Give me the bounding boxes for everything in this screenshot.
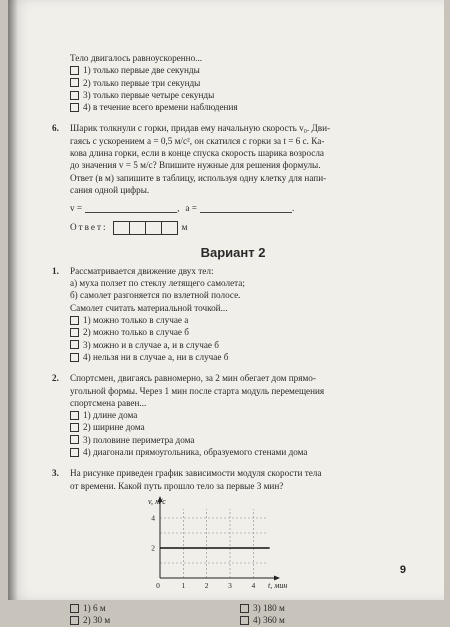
formula-fields	[70, 202, 414, 214]
a-formula-field[interactable]	[200, 203, 295, 214]
answer-label: Ответ:	[70, 222, 108, 233]
checkbox[interactable]	[240, 616, 249, 625]
question-number: 3.	[52, 468, 59, 479]
v-label: v =	[70, 203, 83, 214]
book-page	[8, 0, 444, 626]
q2-option-1[interactable]: 1) длине дома	[70, 409, 414, 421]
question-text-line: Спортсмен, двигаясь равномерно, за 2 мин обегает дом прямо-	[70, 373, 316, 384]
answer-cell[interactable]	[113, 221, 130, 235]
q3-option-4[interactable]: 4) 360 м	[240, 614, 390, 626]
question-text-line: Шарик толкнули с горки, придав ему начальную скорость v₀. Дви-	[70, 123, 331, 134]
x-tick-label: 3	[228, 580, 232, 590]
prev-option-1[interactable]: 1) только первые две секунды	[70, 64, 414, 76]
checkbox[interactable]	[70, 328, 79, 337]
question-2	[52, 372, 414, 409]
checkbox[interactable]	[70, 66, 79, 75]
checkbox[interactable]	[70, 91, 79, 100]
question-text-line: а) муха ползет по стеклу летящего самолета;	[70, 278, 245, 289]
answer-cell[interactable]	[161, 221, 178, 235]
checkbox[interactable]	[70, 423, 79, 432]
question-text-line: спортсмена равен...	[70, 397, 147, 408]
question-1	[52, 265, 414, 314]
q3-option-1[interactable]: 1) 6 м	[70, 602, 240, 614]
checkbox[interactable]	[70, 316, 79, 325]
question-number: 2.	[52, 373, 59, 384]
q1-option-3[interactable]: 3) можно и в случае а, и в случае б	[70, 339, 414, 351]
v-formula-field[interactable]	[85, 203, 180, 214]
q2-option-3[interactable]: 3) половине периметра дома	[70, 434, 414, 446]
q3-options	[70, 602, 414, 627]
velocity-time-chart	[136, 494, 296, 594]
y-axis-label: v, м/с	[148, 496, 166, 506]
x-axis-label: t, мин	[268, 580, 288, 590]
x-tick-label: 2	[204, 580, 209, 590]
question-number: 1.	[52, 265, 59, 276]
question-text-line: Ответ (в м) запишите в таблицу, используя одну клетку для напи-	[70, 172, 327, 183]
answer-cells	[114, 221, 178, 235]
answer-row	[70, 221, 414, 235]
page-content	[52, 52, 414, 627]
checkbox[interactable]	[70, 411, 79, 420]
question-text-line: гаясь с ускорением a = 0,5 м/с², он скатился с горки за t = 6 с. Ка-	[70, 135, 325, 146]
question-text-line: сания одной цифры.	[70, 184, 150, 195]
x-tick-label: 0	[156, 580, 160, 590]
prev-question-lead: Тело двигалось равноускоренно...	[70, 53, 203, 63]
checkbox[interactable]	[70, 604, 79, 613]
question-text-line: На рисунке приведен график зависимости модуля скорости тела	[70, 468, 322, 479]
checkbox[interactable]	[70, 353, 79, 362]
chart-grid	[160, 509, 267, 578]
page-fold-shadow	[8, 0, 18, 600]
question-text-line: угольной формы. Через 1 мин после старта модуль перемещения	[70, 385, 325, 396]
checkbox[interactable]	[70, 103, 79, 112]
q1-option-4[interactable]: 4) нельзя ни в случае а, ни в случае б	[70, 351, 414, 363]
comma: ,	[177, 203, 180, 214]
question-6	[52, 122, 414, 196]
answer-cell[interactable]	[145, 221, 162, 235]
x-tick-labels	[156, 581, 255, 590]
question-3	[52, 467, 414, 492]
prev-option-4[interactable]: 4) в течение всего времени наблюдения	[70, 101, 414, 113]
checkbox[interactable]	[70, 340, 79, 349]
answer-unit: м	[181, 222, 188, 233]
question-number: 6.	[52, 123, 59, 134]
question-text-line: до значения v = 5 м/с? Впишите нужные для решения формулы.	[70, 160, 321, 171]
question-text-line: кова длина горки, если в конце спуска скорость шарика возросла	[70, 148, 325, 159]
checkbox[interactable]	[70, 616, 79, 625]
checkbox[interactable]	[70, 435, 79, 444]
question-text-line: Рассматривается движение двух тел:	[70, 265, 214, 276]
q1-option-1[interactable]: 1) можно только в случае а	[70, 314, 414, 326]
q2-option-4[interactable]: 4) диагонали прямоугольника, образуемого стенами дома	[70, 446, 414, 458]
y-tick-labels	[151, 513, 155, 552]
q1-option-2[interactable]: 2) можно только в случае б	[70, 326, 414, 338]
x-axis-arrow	[274, 575, 280, 580]
period: .	[291, 203, 295, 214]
q2-option-2[interactable]: 2) ширине дома	[70, 421, 414, 433]
answer-cell[interactable]	[129, 221, 146, 235]
prev-option-2[interactable]: 2) только первые три секунды	[70, 77, 414, 89]
question-text-line: Самолет считать материальной точкой...	[70, 302, 228, 313]
y-tick-label: 2	[151, 543, 155, 553]
q3-option-3[interactable]: 3) 180 м	[240, 602, 390, 614]
question-text-line: б) самолет разгоняется по взлетной полосе.	[70, 290, 241, 301]
checkbox[interactable]	[240, 604, 249, 613]
page-number: 9	[399, 564, 406, 576]
prev-option-3[interactable]: 3) только первые четыре секунды	[70, 89, 414, 101]
variant-title: Вариант 2	[200, 244, 266, 260]
a-label: a =	[185, 203, 197, 214]
checkbox[interactable]	[70, 78, 79, 87]
x-tick-label: 4	[251, 580, 256, 590]
x-tick-label: 1	[181, 580, 186, 590]
q3-option-2[interactable]: 2) 30 м	[70, 614, 240, 626]
checkbox[interactable]	[70, 448, 79, 457]
y-tick-label: 4	[151, 513, 155, 523]
question-text-line: от времени. Какой путь прошло тело за первые 3 мин?	[70, 480, 284, 491]
